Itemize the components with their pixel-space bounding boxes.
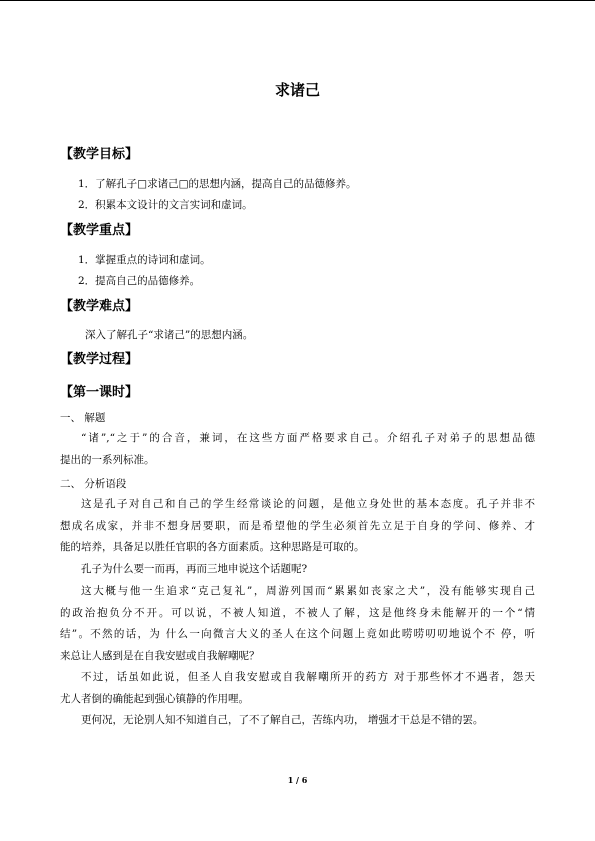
part2-paragraph-5 [60,710,535,732]
section-heading-process: 【教学过程】 [60,352,139,367]
part2-paragraph-4 [60,667,535,710]
section-heading-first-lesson: 【第一课时】 [60,385,139,400]
key-point-item-1: 1．掌握重点的诗词和虚词。 [78,254,211,266]
text-line: 孔子为什么要一而再，再而三地申说这个话题呢? [81,563,308,575]
top-border-line [0,0,595,1]
text-line: 提出的一系列标准。 [60,453,155,466]
section-heading-key-points: 【教学重点】 [60,223,139,238]
part2-paragraph-1 [60,494,535,559]
difficulties-text: 深入了解孔子“求诸己”的思想内涵。 [85,329,254,341]
part2-heading: 二、 分析语段 [60,478,127,490]
text-line: 更何况，无论别人知不知道自己，了不了解自己，苦练内功， 增强才干总是不错的罢。 [81,714,484,726]
text-line: 能的培养，具备足以胜任官职的各方面素质。这种思路是可取的。 [60,541,365,554]
section-heading-goals: 【教学目标】 [60,147,139,162]
document-title: 求诸己 [274,81,320,99]
page-number: 1 / 6 [287,775,308,785]
text-line: 这是孔子对自己和自己的学生经常谈论的问题，是他立身处世的基本态度。孔子并非不 [81,498,535,510]
key-point-item-2: 2．提高自己的品德修养。 [78,275,201,287]
text-line: 想成名成家，并非不想身居要职，而是希望他的学生必须首先立足于自身的学问、修养、才 [60,519,535,532]
goal-item-2: 2．积累本文设计的文言实词和虚词。 [78,199,253,211]
text-line: “诸”,“之于”的合音，兼词，在这些方面严格要求自己。介绍孔子对弟子的思想品德 [81,432,535,444]
part2-paragraph-2 [60,559,535,581]
text-line: 尤人者倒的确能起到强心镇静的作用哩。 [60,692,249,705]
text-line: 来总让人感到是在自我安慰或自我解嘲呢？ [60,649,260,662]
goal-item-1: 1．了解孔子□求诸己□的思想内涵，提高自己的品德修养。 [78,178,357,190]
text-line: 不过，话虽如此说，但圣人自我安慰或自我解嘲所开的药方 对于那些怀才不遇者，怨天 [81,671,535,683]
text-line: 这大概与他一生追求“克己复礼”，周游列国而“累累如丧家之犬”，没有能够实现自己 [81,585,535,597]
part2-paragraph-3 [60,581,535,667]
part1-paragraph [60,428,535,471]
text-line: 的政治抱负分不开。可以说，不被人知道，不被人了解，这是他终身未能解开的一个“情 [60,606,535,619]
text-line: 结”。不然的话，为 什么一向微言大义的圣人在这个问题上竟如此唠唠叨叨地说个不 停，听 [60,628,535,641]
section-heading-difficulties: 【教学难点】 [60,299,139,314]
part1-heading: 一、 解题 [60,412,106,424]
